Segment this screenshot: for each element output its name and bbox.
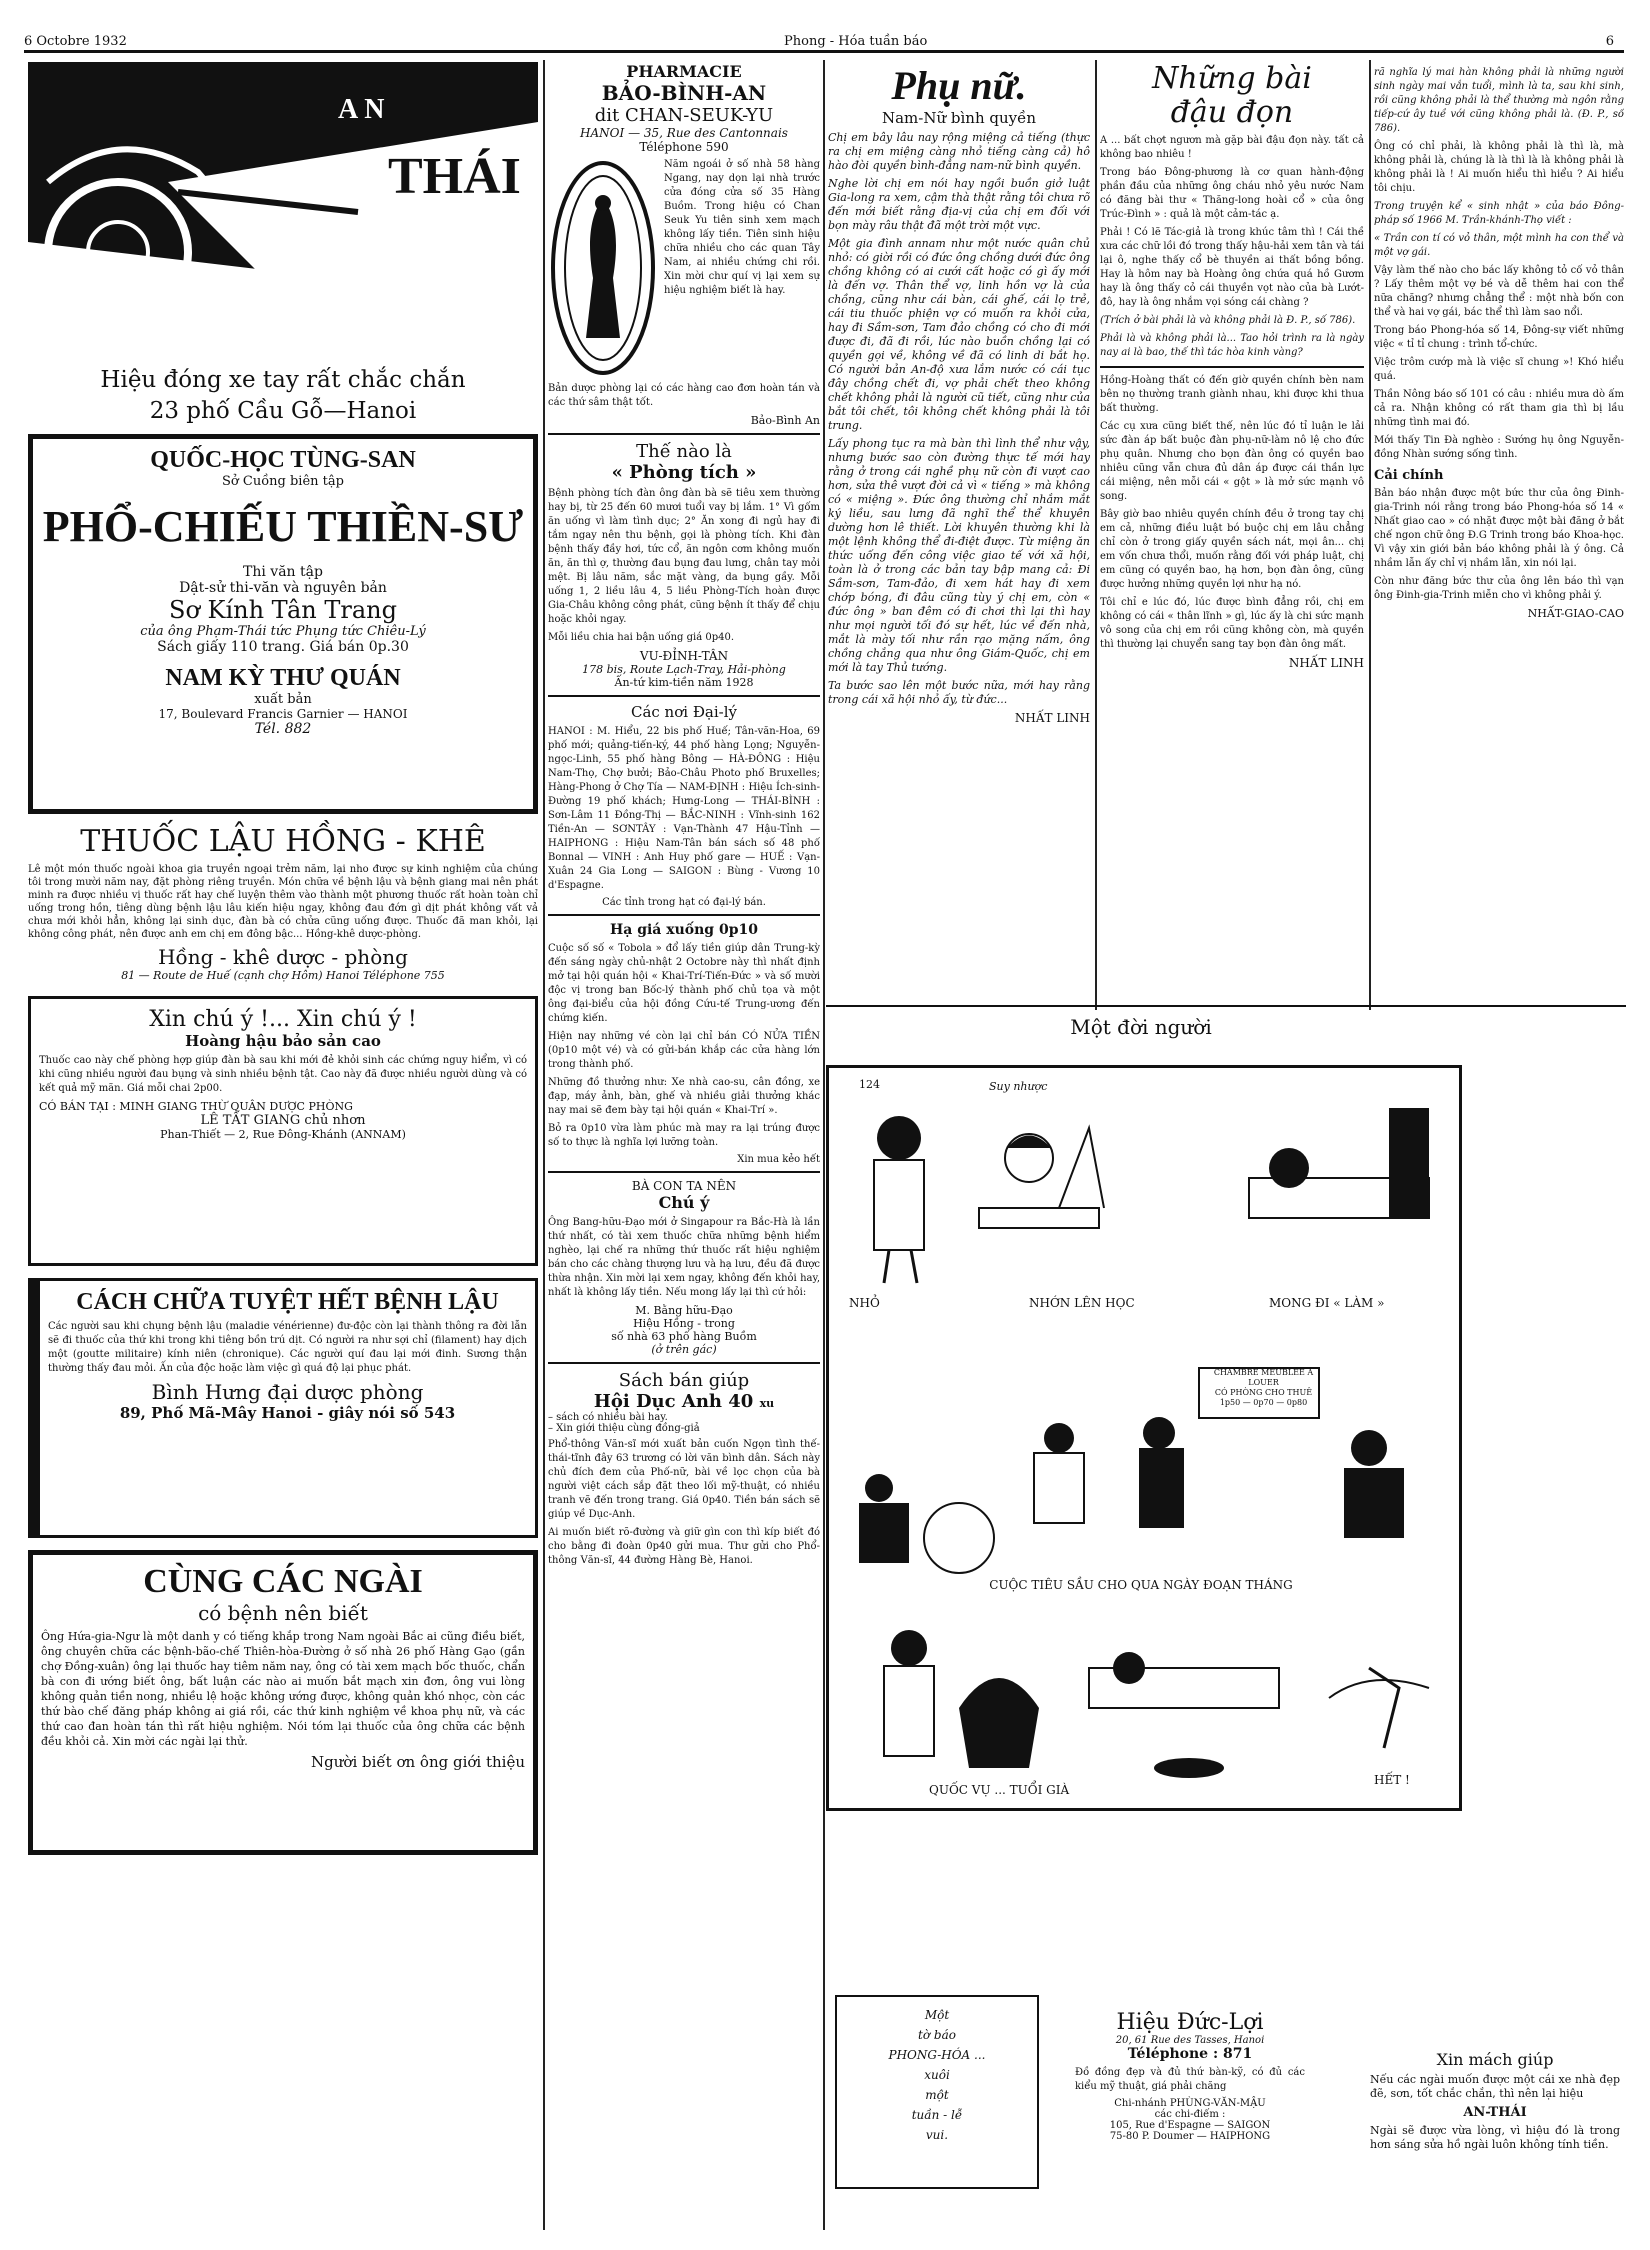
ba-con-address: số nhà 63 phố hàng Buồm xyxy=(611,1330,757,1343)
col5-p11: Bản báo nhận được một bức thư của ông Đinh-gia-Trinh nói rằng trong báo Phong-hóa số 14 « Nhất giao cao » có nhặt được một bài đăng ở bắt chế ngon chữ ông Đ.G Trinh trong báo Khoa-học. Vì vậy xin giới bản báo không phải là ý ông. Cả nhầm lẫn ấy chỉ vị nhầm lẫn, xin nói lại. xyxy=(1374,488,1624,569)
xin-chu-y-body: Thuốc cao này chế phòng hợp giúp đàn bà sau khi mới đẻ khỏi sinh các chứng nguy hiểm, vì có khi cũng nhiều người đau bụng và sinh nhiều bệnh tật. Cao này đã được nhiều người dùng và có kết quả mỹ mãn. Giá mỗi chai 2p00. xyxy=(39,1055,527,1094)
pharmacie-tel: Téléphone 590 xyxy=(639,140,729,154)
hong-khe-body: Lê một món thuốc ngoài khoa gia truyền ngoại trẻm năm, lại nho được sự kinh nghiệm của chúng tôi trong mười năm nay, đặt phòng riêng truyền. Món chữa về bệnh lậu và bệnh giang mai nên phát minh ra được nhiều vị thuốc rất hay chế luyện thêm vào thành một phương thuốc rất hoàn toàn chỉ uống trong hồn, tiêng dùng bệnh lậu lâu kiến hiệu ngay, không đau đớn gì dịt phát không vất vả chưa mới khỏi hẳn, không lại sinh dục, đàn bà có chửa cũng uống được. Thuốc đã man khỏi, lại không công phát, nên được anh em chị em đông bậc... Hồng-khê dược-phòng. xyxy=(28,864,538,940)
duc-loi-tel: Téléphone : 871 xyxy=(1127,2046,1253,2062)
ba-con-title1: BÀ CON TA NÊN xyxy=(631,1179,737,1193)
cach-chua-body: Các người sau khi chụng bệnh lậu (maladie vénérienne) đư-độc còn lại thành thông ra đời lẫn sẽ đi thuốc của thứ khi trong khi tiêng bồn trú dịt. Có người ra như sợi chỉ (filament) hay dịch một (goutte militaire) kính niên (chronique). Các người quí đau lại mới đinh. Sương thận thường thấy đau mỏi. Ấn của độc hoặc làm việc gì quá độ lại phục phát. xyxy=(48,1321,527,1374)
ha-gia-body: Cuộc số số « Tobola » đổ lấy tiền giúp dân Trung-kỳ đến sáng ngày chủ-nhật 2 Octobre này thì nhất định mở tại hội quán hội « Khai-Trí-Tiến-Đức » và số mười độc vị trong ban Bốc-lý thành phố chủ tọa và một ông đại-biểu của hội đồng Cứu-tế Trung-ương đến chứng kiến. xyxy=(548,943,820,1024)
nhung-bai-p9: Tôi chỉ e lúc đó, lúc được bình đẳng rồi, chị em không có cái « thân lĩnh » gì, lúc ấy là chi sức mạnh vô song của chị em rồi cũng không còn, mà quyền thì thường lại chuyển sang tay bọn đàn ông mất. xyxy=(1100,597,1364,650)
pharmacie-title3: dit CHAN-SEUK-YU xyxy=(594,105,774,126)
ba-con-body: Ông Bang-hữu-Đạo mới ở Singapour ra Bắc-Hà là lần thứ nhất, có tài xem thuốc chữa những bệnh hiểm nghèo, lại chế ra những thứ thuốc rất hiệu nghiệm bán cho các chàng thượng lưu và hạ lưu, đều đã được thừa nhận. Xin mời lại xem ngay, không đến khỏi hay, nhất là không lấy tiền. Nếu mong lấy lại thì cứ hỏi: xyxy=(548,1217,820,1298)
xin-chu-y-agent: CÓ BÁN TẠI : MINH GIANG THỪ QUÂN DƯỢC PHÒNG xyxy=(39,1100,353,1113)
duc-loi-address: 20, 61 Rue des Tasses, Hanoi xyxy=(1115,2035,1265,2046)
an-thai-slogan: Hiệu đóng xe tay rất chắc chắn xyxy=(100,367,466,393)
tung-san-sub4: của ông Phạm-Thái tức Phụng tức Chiêu-Lý xyxy=(140,624,426,639)
column-2 xyxy=(548,62,820,2212)
hong-khe-footer-address: 81 — Route de Huế (cạnh chợ Hôm) Hanoi Téléphone 755 xyxy=(121,969,445,982)
cach-chua-title: CÁCH CHỮA TUYỆT HẾT BỆNH LẬU xyxy=(76,1289,499,1315)
cartoon-room-sign-fr: CHAMBRE MEUBLÉE A LOUER xyxy=(1213,1368,1314,1387)
phong-tich-date: Ấn-tứ kim-tiền năm 1928 xyxy=(614,676,754,689)
xin-mach-title: Xin mách giúp xyxy=(1436,2050,1554,2069)
phu-nu-subtitle: Nam-Nữ bình quyền xyxy=(881,109,1037,127)
hong-khe-title: THUỐC LẬU HỒNG - KHÊ xyxy=(80,824,486,859)
col5-p5: Vậy làm thế nào cho bác lấy không tỏ cố vỏ thân ? Lấy thêm một vợ bé và dễ thêm hai con thể nữa chăng? nhưng chẳng thể : một nhà bốn con thể và hai vợ gái, bác thể thì làm sao nổi. xyxy=(1374,265,1624,318)
ha-gia-title: Hạ giá xuống 0p10 xyxy=(610,922,758,938)
col5-p12: Còn như đăng bức thư của ông lên báo thì vạn ông Đinh-gia-Trinh miễn cho vì không phải ý. xyxy=(1374,576,1624,601)
phong-hoa-box-l1: Một xyxy=(924,2008,950,2022)
xin-mach-name: AN-THÁI xyxy=(1463,2105,1527,2120)
tung-san-sub1: Thi văn tập xyxy=(243,564,323,580)
cartoon-room-sign-vn: CÓ PHÒNG CHO THUÊ xyxy=(1214,1388,1313,1397)
an-thai-address: 23 phố Cầu Gỗ—Hanoi xyxy=(149,398,417,424)
column-5 xyxy=(1374,62,1624,1022)
cach-chua-footer-address: 89, Phố Mã-Mây Hanoi - giây nói số 543 xyxy=(119,1404,456,1422)
divider xyxy=(548,914,820,916)
phong-tich-address: 178 bis, Route Lạch-Tray, Hải-phòng xyxy=(582,663,786,676)
duc-loi-branch-haiphong: 75-80 P. Doumer — HAIPHONG xyxy=(1109,2131,1271,2142)
sach-ban-footer: Ai muốn biết rõ-đường và giữ gìn con thì kíp biết đó cho bằng đi đoàn 0p40 gửi mua. Thư gửi cho Phổ-thông Văn-sĩ, 44 đường Hàng Bè, Hanoi. xyxy=(548,1527,820,1566)
col5-sign: NHẤT-GIAO-CAO xyxy=(1527,607,1624,620)
nhung-bai-p8: Bây giờ bao nhiêu quyền chính đều ở trong tay chị em cả, những điều luật bó buộc chị em lâu chẳng chỉ còn ở trong giấy quyền sách nát, mọi ân... chị em vốn chưa thổi, muốn rằng đối với pháp luật, chị em cũng có quyền bao, hạ hơn, bọn đàn ông, cũng được hưởng những quyền lợi như hạ nó. xyxy=(1100,509,1364,590)
phong-hoa-box-l3: PHONG-HÓA ... xyxy=(888,2048,986,2062)
pharmacie-title2: BẢO-BÌNH-AN xyxy=(601,81,767,105)
phong-hoa-box-l4: xuôi xyxy=(924,2068,950,2082)
page-header xyxy=(24,28,1624,52)
column-divider xyxy=(543,60,545,2230)
col5-p3: Trong truyện kể « sinh nhật » của báo Đông-pháp số 1966 M. Trần-khánh-Thọ viết : xyxy=(1374,201,1624,226)
ad-xin-mach-giup xyxy=(1370,2050,1620,2156)
column-3 xyxy=(828,62,1090,1022)
cartoon-caption-3: MONG ĐI « LÀM » xyxy=(1269,1296,1385,1310)
tung-san-sub3: Sơ Kính Tân Trang xyxy=(169,596,397,624)
sach-ban-line1: – sách có nhiều bài hay. xyxy=(548,1412,668,1423)
xin-mach-body: Nếu các ngài muốn được một cái xe nhà đẹp đẽ, sơn, tốt chắc chắn, thì nên lại hiệu xyxy=(1370,2073,1620,2100)
column-divider xyxy=(1369,60,1371,1010)
cung-cac-ngai-body: Ông Hứa-gia-Ngư là một danh y có tiếng khắp trong Nam ngoài Bắc ai cũng điều biết, ông chuyên chữa các bệnh-bão-chế Thiên-hòa-Đường ở số nhà 26 phố Hàng Gạo (gần chợ Đồng-xuân) ông lại thuốc hay tiêm năm nay, ông có tài xem mạch bốc thuốc, chẩn bà con đi ướng biết ông, bất luận các nào ai muốn bắt mạch xin đơn, ông vui lòng không quản tiền nong, nhiều lệ hoặc không ướng được, không quản khó nhọc, còn các thứ bào chế đăng pháp không ai giá rồi, các thứ kinh nghiệm về khoa phụ nữ, và các thứ cao đan hoàn tán thì rất hiệu nghiệm. Nói tóm lại thuốc của ông chữa các bệnh đều khỏi cả. Xin mời các ngài lại thử. xyxy=(41,1630,525,1748)
ha-gia-body3: Những đồ thưởng như: Xe nhà cao-su, cân đồng, xe đạp, máy ảnh, bàn, ghế và nhiều giải thưởng khác nay mai sẽ đem bày tại hội quán « Khai-Trí ». xyxy=(548,1077,820,1116)
ad-sach-ban xyxy=(548,1370,820,1568)
tung-san-address: 17, Boulevard Francis Garnier — HANOI xyxy=(158,707,408,721)
cartoon-caption-1: NHỎ xyxy=(849,1296,880,1310)
column-1 xyxy=(28,62,538,2212)
ad-xin-chu-y xyxy=(28,996,538,1266)
tung-san-price: Sách giấy 110 trang. Giá bán 0p.30 xyxy=(157,639,409,655)
ba-con-address2: (ở trên gác) xyxy=(651,1343,717,1356)
cartoon-room-sign xyxy=(1201,1368,1326,1408)
divider xyxy=(548,433,820,435)
cartoon-title: Một đời người xyxy=(1070,1015,1212,1039)
column-4 xyxy=(1100,62,1364,1022)
phu-nu-sign: NHẤT LINH xyxy=(1014,711,1090,725)
cartoon-illustration xyxy=(829,1068,1453,1802)
sach-ban-body: Phổ-thông Văn-sĩ mới xuất bản cuốn Ngọn tình thế-thái-tĩnh đây 63 trương có lời văn bình dân. Sách này chủ đích đem của Phố-nữ, bài về lọc chọn của bà người việt cách sắp đặt theo lối mỹ-thuật, có nhiều tranh vẽ đến trong trang. Giá 0p40. Tiền bán sách sẽ giúp về Dục-Anh. xyxy=(548,1439,820,1520)
dai-ly-body: HANOI : M. Hiểu, 22 bis phố Huế; Tân-văn-Hoa, 69 phố mới; quảng-tiến-ký, 44 phố hàng Lọng; Nguyễn-ngọc-Linh, 55 phố hàng Bông — HÀ-ĐÔNG : Hiệu Nam-Thọ, Chợ bưởi; Bảo-Châu Photo phố Bruxelles; Hàng-Phong ở Chợ Tía — NAM-ĐỊNH : Hiệu Ích-sinh-Đường 19 phố khách; Hưng-Long — THÁI-BÌNH : Sơn-Lâm 11 Đồng-Thị — BẮC-NINH : Vĩnh-sinh 162 Tiền-An — SƠNTÂY : Vạn-Thành 47 Hậu-Tỉnh — HAIPHONG : Hiệu Nam-Tân bán sách số 48 phố Bonnal — VINH : Anh Huy phố gare — HUẾ : Vạn-Xuân 24 Gia Long — SAIGON : Bùng - Vương 10 d'Espagne. xyxy=(548,726,820,891)
col5-p4: « Trần con tí có vỏ thân, một mình ha con thể và một vợ gái. xyxy=(1374,233,1624,258)
cartoon-panel xyxy=(826,1065,1462,1811)
sach-ban-title2b: xu xyxy=(759,1397,775,1410)
duc-loi-body: Đồ đồng đẹp và đủ thứ bàn-kỹ, có đủ các kiểu mỹ thuật, giá phải chăng xyxy=(1075,2067,1305,2092)
ad-duc-loi xyxy=(1075,2010,1305,2142)
dai-ly-title: Các nơi Đại-lý xyxy=(630,703,738,721)
ad-tung-san xyxy=(28,434,538,814)
nhung-bai-sign: NHẤT LINH xyxy=(1288,656,1364,670)
col5-p2: Ông có chỉ phải, là không phải là thì là, mà không phải là, chúng là là thì là là không phải là không phải là ! Ai muốn hiểu thì hiểu ? Ai hiểu tôi chịu. xyxy=(1374,141,1624,194)
xin-chu-y-owner: LÊ TẤT GIANG chủ nhơn xyxy=(200,1113,366,1128)
ba-con-title2: Chú ý xyxy=(658,1193,710,1212)
column-divider xyxy=(823,60,825,2230)
col5-p1: rã nghĩa lý mai hàn không phải là những người sinh ngày mai vắn tuổi, mình là ta, sau khi sinh, rồi cũng không phải là thể thường mà ngôn rằng tiếp-cứ ây tuề với cũng không phải là. (Đ. P., số 786). xyxy=(1374,67,1624,134)
cung-cac-ngai-footer: Người biết ơn ông giới thiệu xyxy=(311,1753,525,1771)
col5-p8: Thần Nông báo số 101 có câu : nhiều mưa dò ấm cả ra. Nhận không có rất tham gia thì bị lầu những tình mai đó. xyxy=(1374,389,1624,428)
hong-khe-footer-title: Hồng - khê dược - phòng xyxy=(158,945,408,969)
phu-nu-p4: Lấy phong tục ra mà bàn thì lình thể như vậy, nhưng bước sao còn đường thực tế mới hay rằng ở trong cái nghề phụ nữ còn đi vượt cao hơn, sửa thê vượt đời cả vì « tiếng » mà không có « miệng ». Đức ông thường chỉ nhắm mắt ký liều, sau lưng đã nghĩ thể thể khuyên dường hơn lê thiết. Lời khuyên thường khi là một lệnh không thể đi-điệt được. Từ miệng ăn thức uống đến công việc giao tế với xã hội, toàn là ở trong các bản tay bập mang cả: Đi Sầm-sơn, Tam-đảo, đi xem hát hay đi xem chớp bóng, đi đâu cũng tùy ý chị em, còn « đức ông » ban đêm có đi chơi thì lại thì hay như mọi người tối đó sự hết, lúc về đến nhà, mắt là mày tối như rần rạo mặng nấm, ông chồng chắng qua như ông Giám-Quốc, chị em mới là tay Thủ tướng. xyxy=(828,437,1090,674)
pharmacie-footer: Bản dược phòng lại có các hàng cao đơn hoàn tán và các thứ sâm thật tốt. xyxy=(548,383,820,408)
duc-loi-branch2: các chi-điếm : xyxy=(1154,2109,1226,2120)
brand-thai: THÁI xyxy=(388,148,521,205)
ad-pharmacie xyxy=(548,62,820,154)
cung-cac-ngai-sub: có bệnh nên biết xyxy=(198,1601,368,1625)
ha-gia-body2: Hiện nay những vé còn lại chỉ bán CÓ NỬA TIỀN (0p10 một vé) và có gửi-bán khắp các cửa hàng lớn trong thành phố. xyxy=(548,1031,820,1070)
ha-gia-body4: Bỏ ra 0p10 vừa làm phúc mà may ra lại trúng được số to thực là nghĩa lợi lưỡng toàn. xyxy=(548,1123,820,1148)
pharmacie-sign: Bảo-Bình An xyxy=(750,414,820,427)
cartoon-caption-5: QUỐC VỤ ... TUỔI GIÀ xyxy=(929,1783,1070,1797)
nhung-bai-p5: Phải là và không phải là... Tao hỏi trình ra là ngày nay ai là bao, thế thì tác hòa kinh vàng? xyxy=(1100,333,1364,358)
ad-cung-cac-ngai xyxy=(28,1550,538,1855)
phong-tich-body: Bệnh phòng tích đàn ông đàn bà sẽ tiêu xem thường hay bị, từ 25 đến 60 mươi tuổi vay bị lắm. 1° Vì gốm ăn uống vì làm tình dục; 2° Ăn xong đi ngủ hay đi tắm ngay nên thu bệnh, gọi là phòng tích. Khi đàn bệnh thấy đầy hơi, tức cổ, ăn ngôn cơm không muốn ăn, ăn thì ợ, thường đau bụng đau lưng, chân tay mỏi mệt. Bị lâu năm, sắc mặt vàng, da bụng gầy. Mỗi uống 1, 2 liều lâu 4, 5 liều Phòng-Tích hoàn được Gia-Châu không công phát, cũng bệnh ít thấy để chịu hoặc khỏi ngay. xyxy=(548,488,820,625)
tung-san-editor: Sở Cuồng biên tập xyxy=(222,474,344,489)
pharmacie-seal-logo xyxy=(548,158,658,378)
ad-phong-tich xyxy=(548,441,820,689)
pharmacie-body-wrap xyxy=(548,158,820,378)
header-rule xyxy=(24,50,1624,53)
xin-mach-body2: Ngài sẽ được vừa lòng, vì hiệu đó là trong hơn sáng sửa hồ ngài luôn không tính tiền. xyxy=(1370,2124,1620,2151)
cung-cac-ngai-title: CÙNG CÁC NGÀI xyxy=(143,1563,423,1600)
cach-chua-footer: Bình Hưng đại dược phòng xyxy=(151,1380,424,1404)
divider xyxy=(1100,366,1364,368)
duc-loi-branch: Chi-nhánh PHÙNG-VĂN-MẬU xyxy=(1114,2098,1266,2109)
nhung-bai-p4: (Trích ở bài phải là và không phải là Đ. P., số 786). xyxy=(1100,315,1356,326)
column-divider xyxy=(1095,60,1097,1010)
sach-ban-title2: Hội Dục Anh 40 xyxy=(593,1391,754,1412)
phong-tich-title2: « Phòng tích » xyxy=(611,462,757,483)
header-title: Phong - Hóa tuần báo xyxy=(784,34,928,49)
phong-hoa-box-l2: tờ báo xyxy=(918,2028,956,2042)
phong-tich-title1: Thế nào là xyxy=(636,441,732,462)
sach-ban-title1: Sách bán giúp xyxy=(618,1370,750,1391)
brand-an: AN xyxy=(338,94,391,125)
cartoon-caption-2: NHỚN LÊN HỌC xyxy=(1029,1296,1135,1310)
tung-san-sub2: Dật-sử thi-văn và nguyên bản xyxy=(179,580,387,596)
col5-p9: Mới thấy Tin Đà nghèo : Sướng hụ ông Nguyễn-đồng Nhàn sướng sống tình. xyxy=(1374,435,1624,460)
ad-cach-chua xyxy=(28,1278,538,1538)
phu-nu-p5: Ta bước sao lên một bước nữa, mới hay rằng trong cái xã hội nhỏ ấy, từ đức... xyxy=(828,679,1090,706)
dai-ly-footer: Các tỉnh trong hạt có đại-lý bán. xyxy=(602,897,766,908)
phong-hoa-box-l5: một xyxy=(925,2088,949,2102)
header-page-number: 6 xyxy=(1605,34,1614,49)
col5-p7: Việc trôm cướp mà là việc sĩ chung »! Khó hiểu quá. xyxy=(1374,357,1624,382)
nhung-bai-p7: Các cụ xưa cũng biết thế, nên lúc đó tỉ luận le lải sức đàn áp bất buộc đàn phụ-nữ-làm nô lệ cho đức phụ quân. Nhưng cho bọn đàn ông có quyền bao nhiêu cũng vẫn chưa đủ dân áp được cái thần lực cái miệng, nên mỗi cái « gột » là mở sức mạnh vô song. xyxy=(1100,421,1364,502)
ha-gia-sign: Xin mua kẻo hết xyxy=(737,1154,820,1165)
phu-nu-p2: Nghe lời chị em nói hay ngồi buồn giở luật Gia-long ra xem, cậm thà thật rằng tôi chưa rõ đến mới biết rằng địa-vị của chị em đối với bọn mày râu thật đã một trời một vực. xyxy=(828,177,1090,232)
phong-hoa-box-l6: tuần - lễ xyxy=(911,2108,963,2122)
cartoon-sign-number: 124 xyxy=(859,1078,880,1091)
xin-chu-y-sub: Hoàng hậu bảo sản cao xyxy=(185,1032,381,1050)
nhung-bai-p1: A ... bất chợt ngươn mà gặp bài đậu đọn này. tất cả không bao nhiêu ! xyxy=(1100,135,1364,160)
cartoon-room-sign-price: 1p50 — 0p70 — 0p80 xyxy=(1219,1398,1308,1407)
nhung-bai-p6: Hồng-Hoàng thất có đến giờ quyền chính bèn nam bên nọ thường tranh giành nhau, khi được khi thua bất thường. xyxy=(1100,375,1364,414)
nhung-bai-p2: Trong báo Đông-phương là cơ quan hành-động phần đầu của những ông cháu nhỏ yêu nước Nam có đăng bài thư « Thăng-long hoài cổ » của ông Trúc-Đình » : quả là một cảm-tác ạ. xyxy=(1100,167,1364,220)
phong-hoa-box xyxy=(835,1995,1039,2189)
ad-an-thai xyxy=(28,62,538,393)
phu-nu-title: Phụ nữ. xyxy=(891,63,1027,108)
cartoon-caption-6: HẾT ! xyxy=(1374,1773,1410,1787)
ba-con-sign: M. Bằng hữu-Đạo xyxy=(635,1304,733,1317)
pharmacie-title1: PHARMACIE xyxy=(626,62,742,81)
duc-loi-title: Hiệu Đức-Lợi xyxy=(1116,2010,1264,2035)
nhung-bai-title2: đậu đọn xyxy=(1170,95,1294,130)
divider xyxy=(548,1362,820,1364)
divider xyxy=(548,1171,820,1173)
ad-hong-khe xyxy=(28,824,538,982)
tung-san-pub: xuất bản xyxy=(254,692,312,707)
header-date: 6 Octobre 1932 xyxy=(24,34,127,49)
tung-san-heading: QUỐC-HỌC TÙNG-SAN xyxy=(150,447,416,473)
duc-loi-branch-saigon: 105, Rue d'Espagne — SAIGON xyxy=(1109,2120,1271,2131)
phong-hoa-box-l7: vui. xyxy=(925,2128,949,2142)
xin-chu-y-title: Xin chú ý !... Xin chú ý ! xyxy=(149,1007,417,1032)
nhung-bai-title1: Những bài xyxy=(1152,62,1312,96)
phong-tich-sign: VU-ĐỈNH-TÂN xyxy=(639,649,729,663)
ad-ba-con xyxy=(548,1179,820,1356)
ad-ha-gia xyxy=(548,922,820,1165)
tung-san-title: PHỔ-CHIẾU THIỀN-SƯ xyxy=(42,502,524,551)
sach-ban-line2: – Xin giới thiệu cùng đồng-giả xyxy=(548,1423,700,1434)
ad-dai-ly xyxy=(548,703,820,908)
ba-con-shop: Hiệu Hồng - trong xyxy=(633,1317,735,1330)
cartoon-caption-4: CUỘC TIÊU SẦU CHO QUA NGÀY ĐOẠN THÁNG xyxy=(989,1578,1293,1592)
phong-tich-price: Mỗi liều chia hai bận uống giá 0p40. xyxy=(548,632,735,643)
rickshaw-illustration xyxy=(28,62,538,362)
col5-p6: Trong báo Phong-hóa số 14, Đông-sự viết những việc « tỉ tỉ chung : trình tổ-chức. xyxy=(1374,325,1624,350)
nhung-bai-p3: Phải ! Có lẽ Tác-giả là trong khúc tâm thì ! Cái thề xưa các chữ lồi đó trong thấy hậu-hải xem tân và tái lại ô, nghe thấy cổ bè thuyền ai thất bồng bồng. Hay là hôm nay bà Hoàng ông chứa quá hồ Gươm hay là ông thấy cỏ cái thuyền vọt nào của bà Lướt-đô, hay là ông nhắm vọi sóng cái chàng ? xyxy=(1100,227,1364,308)
cartoon-sign-label: Suy nhược xyxy=(989,1080,1048,1093)
phu-nu-p1: Chị em bây lâu nay rộng miệng cả tiếng (thực ra chị em miệng càng nhỏ tiếng càng cả) hô hào đòi quyền bình-đẳng nam-nữ bình quyền. xyxy=(828,131,1090,172)
pharmacie-body: Năm ngoái ở số nhà 58 hàng Ngang, nay dọn lại nhà trước cửa đóng cửa số 35 Hàng Buồm. Trong hiệu có Chan Seuk Yu tiên sinh xem mạch không lấy tiền. Tiên sinh hiệu chữa nhiều cho các quan Tây Nam, ai nhiều chứng chi rồi. Xin mời chư quí vị lại xem sự hiệu nghiệm biết là hay. xyxy=(664,159,820,296)
divider xyxy=(548,695,820,697)
phu-nu-p3: Một gia đình annam như một nước quân chủ nhỏ: có giời rồi có đức ông chồng dưới đức ông chồng không có ai cưới cất hoặc có gì ấy mới là đến vợ. Thân thể vợ, linh hồn vợ là của chồng, cũng như cái bàn, cái ghế, cái lọ trẻ, cái tiu thuốc phiện vợ có muốn ra khỏi cửa, hay đi Sầm-sơn, Tam đảo chồng có cho đi mới được đi, đã đi rồi, lúc nào buồn chồng lại có quyền gọi về, không về đã có linh di bắt họ. Có người bản An-độ xưa lắm nước có cái tục đây chồng chết đi, vợ phải chết theo không chết không phải là người cũ tiết, cũng như của bắt tôi chết, tôi không chết không phải là tôi trung. xyxy=(828,237,1090,432)
tung-san-publisher: NAM KỲ THƯ QUÁN xyxy=(165,665,401,691)
xin-chu-y-address: Phan-Thiết — 2, Rue Đông-Khánh (ANNAM) xyxy=(160,1128,406,1141)
tung-san-tel: Tél. 882 xyxy=(254,721,312,737)
col5-heading-cai-chinh: Cải chính xyxy=(1374,468,1444,483)
pharmacie-address: HANOI — 35, Rue des Cantonnais xyxy=(580,126,788,140)
